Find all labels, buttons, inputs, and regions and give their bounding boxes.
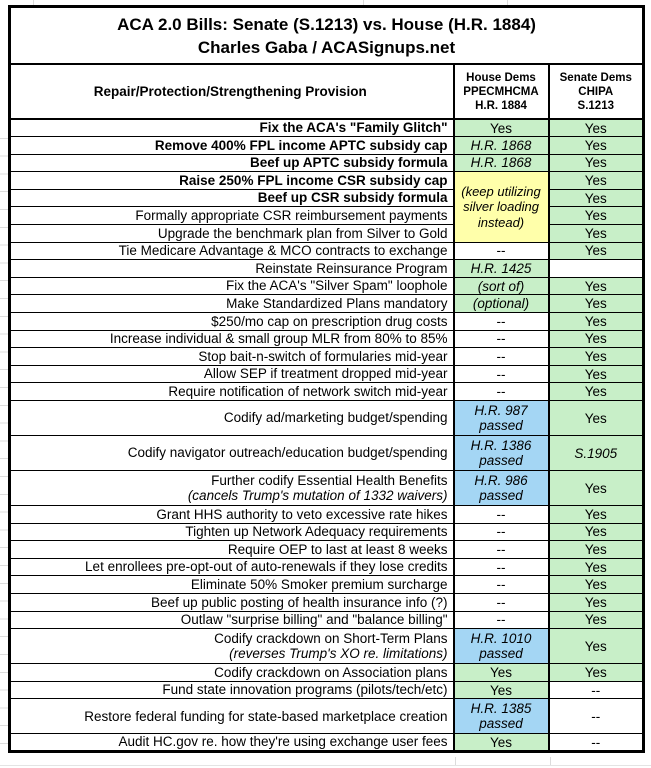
senate-cell: Yes — [549, 313, 644, 331]
bill-status: passed — [479, 453, 523, 468]
provision-line1: Codify crackdown on Short-Term Plans — [214, 630, 448, 646]
provision-cell: Raise 250% FPL income CSR subsidy cap — [10, 172, 454, 190]
senate-cell: Yes — [549, 189, 644, 207]
comparison-table — [8, 5, 645, 753]
senate-cell: Yes — [549, 277, 644, 295]
column-header-senate — [549, 64, 644, 119]
house-cell: -- — [454, 576, 549, 594]
senate-cell: Yes — [549, 506, 644, 524]
house-cell — [454, 401, 549, 436]
senate-cell: Yes — [549, 225, 644, 243]
page-title: ACA 2.0 Bills: Senate (S.1213) vs. House (H.R. 1884) — [117, 14, 536, 34]
provision-cell: Let enrollees pre-opt-out of auto-renewals if they lose credits — [10, 558, 454, 576]
senate-cell: -- — [549, 681, 644, 699]
provision-cell: Make Standardized Plans mandatory — [10, 295, 454, 313]
provision-cell: Fix the ACA's "Silver Spam" loophole — [10, 277, 454, 295]
provision-cell: Increase individual & small group MLR from 80% to 85% — [10, 330, 454, 348]
senate-cell: Yes — [549, 330, 644, 348]
provision-cell — [10, 471, 454, 506]
table-row — [10, 277, 644, 295]
house-cell: (sort of) — [454, 277, 549, 295]
senate-cell: Yes — [549, 172, 644, 190]
bill-status: passed — [479, 716, 523, 732]
bill-number: H.R. 1010 — [470, 631, 532, 647]
senate-header-line: S.1213 — [577, 99, 614, 112]
house-cell: -- — [454, 383, 549, 401]
provision-cell: Formally appropriate CSR reimbursement payments — [10, 207, 454, 225]
house-cell: Yes — [454, 681, 549, 699]
table-row — [10, 681, 644, 699]
senate-cell: Yes — [549, 295, 644, 313]
senate-cell: Yes — [549, 541, 644, 559]
senate-cell: Yes — [549, 154, 644, 172]
table-row — [10, 295, 644, 313]
provision-line1: Further codify Essential Health Benefits — [211, 472, 448, 488]
house-cell-merged: (keep utilizing silver loading instead) — [454, 172, 549, 242]
provision-cell: Codify crackdown on Association plans — [10, 664, 454, 682]
gridline — [0, 121, 8, 758]
provision-cell: Restore federal funding for state-based marketplace creation — [10, 699, 454, 734]
provision-cell — [10, 629, 454, 664]
table-row — [10, 154, 644, 172]
house-cell: Yes — [454, 734, 549, 752]
provision-cell: Require OEP to last at least 8 weeks — [10, 541, 454, 559]
column-header-provision: Repair/Protection/Strengthening Provision — [10, 64, 454, 119]
senate-cell: -- — [549, 734, 644, 752]
provision-cell: Beef up public posting of health insurance info (?) — [10, 593, 454, 611]
table-row — [10, 523, 644, 541]
house-cell: H.R. 1868 — [454, 137, 549, 155]
table-row — [10, 172, 644, 190]
provision-cell: Stop bait-n-switch of formularies mid-year — [10, 348, 454, 366]
house-cell: (optional) — [454, 295, 549, 313]
table-row — [10, 207, 644, 225]
house-header-line: PPECMHCMA — [463, 85, 539, 98]
table-row — [10, 365, 644, 383]
bill-status: passed — [479, 646, 523, 662]
provision-cell: Fix the ACA's "Family Glitch" — [10, 119, 454, 137]
table-row — [10, 506, 644, 524]
senate-cell: -- — [549, 699, 644, 734]
table-row — [10, 313, 644, 331]
provision-cell: Fund state innovation programs (pilots/tech/etc) — [10, 681, 454, 699]
table-row — [10, 629, 644, 664]
table-row — [10, 558, 644, 576]
table-row — [10, 436, 644, 471]
table-row — [10, 383, 644, 401]
table-row — [10, 593, 644, 611]
senate-header-line: Senate Dems — [559, 71, 632, 84]
provision-line2: (reverses Trump's XO re. limitations) — [229, 646, 448, 662]
senate-cell: Yes — [549, 471, 644, 506]
table-row — [10, 225, 644, 243]
house-cell: -- — [454, 242, 549, 260]
senate-cell: Yes — [549, 207, 644, 225]
column-header-house — [454, 64, 549, 119]
senate-cell: Yes — [549, 611, 644, 629]
provision-cell: Eliminate 50% Smoker premium surcharge — [10, 576, 454, 594]
house-cell: Yes — [454, 119, 549, 137]
house-header-line: H.R. 1884 — [475, 99, 527, 112]
house-cell: -- — [454, 365, 549, 383]
house-cell: -- — [454, 593, 549, 611]
senate-cell: Yes — [549, 348, 644, 366]
provision-cell: Grant HHS authority to veto excessive rate hikes — [10, 506, 454, 524]
senate-cell: Yes — [549, 523, 644, 541]
senate-cell: Yes — [549, 558, 644, 576]
provision-cell: Beef up APTC subsidy formula — [10, 154, 454, 172]
table-row — [10, 119, 644, 137]
provision-cell: Codify navigator outreach/education budget/spending — [10, 436, 454, 471]
house-cell: H.R. 1868 — [454, 154, 549, 172]
house-cell: -- — [454, 558, 549, 576]
table-row — [10, 189, 644, 207]
senate-cell: Yes — [549, 119, 644, 137]
bill-number: H.R. 986 — [474, 473, 528, 488]
table-row — [10, 401, 644, 436]
provision-cell: Require notification of network switch mid-year — [10, 383, 454, 401]
bill-number: H.R. 1386 — [470, 438, 532, 453]
house-header-line: House Dems — [466, 71, 536, 84]
table-row — [10, 242, 644, 260]
provision-line2: (cancels Trump's mutation of 1332 waivers) — [187, 488, 448, 503]
table-row — [10, 699, 644, 734]
bill-number: H.R. 1385 — [470, 701, 532, 717]
provision-cell: Remove 400% FPL income APTC subsidy cap — [10, 137, 454, 155]
table-row — [10, 611, 644, 629]
table-row — [10, 734, 644, 752]
senate-cell — [549, 260, 644, 278]
senate-header-line: CHIPA — [578, 85, 614, 98]
header-row — [10, 64, 644, 119]
house-cell: -- — [454, 541, 549, 559]
table-row — [10, 664, 644, 682]
senate-cell: Yes — [549, 593, 644, 611]
page-title-cell — [10, 7, 644, 65]
table-row — [10, 471, 644, 506]
house-cell: -- — [454, 523, 549, 541]
provision-cell: Reinstate Reinsurance Program — [10, 260, 454, 278]
senate-cell: Yes — [549, 629, 644, 664]
senate-cell: Yes — [549, 137, 644, 155]
provision-cell: Audit HC.gov re. how they're using exchange user fees — [10, 734, 454, 752]
provision-cell: Tighten up Network Adequacy requirements — [10, 523, 454, 541]
table-row — [10, 137, 644, 155]
bill-status: passed — [479, 488, 523, 503]
senate-cell: Yes — [549, 365, 644, 383]
senate-cell: Yes — [549, 664, 644, 682]
house-cell — [454, 471, 549, 506]
provision-cell: Outlaw "surprise billing" and "balance billing" — [10, 611, 454, 629]
senate-cell: S.1905 — [549, 436, 644, 471]
provision-cell: Beef up CSR subsidy formula — [10, 189, 454, 207]
gridline — [0, 765, 651, 766]
table-row — [10, 330, 644, 348]
provision-cell: $250/mo cap on prescription drug costs — [10, 313, 454, 331]
table-row — [10, 576, 644, 594]
senate-cell: Yes — [549, 401, 644, 436]
table-row — [10, 541, 644, 559]
bill-status: passed — [479, 418, 523, 433]
spreadsheet-area — [8, 5, 645, 753]
house-cell: H.R. 1425 — [454, 260, 549, 278]
house-cell: -- — [454, 506, 549, 524]
house-cell — [454, 629, 549, 664]
senate-cell: Yes — [549, 576, 644, 594]
house-cell — [454, 436, 549, 471]
provision-cell: Allow SEP if treatment dropped mid-year — [10, 365, 454, 383]
provision-cell: Tie Medicare Advantage & MCO contracts to exchange — [10, 242, 454, 260]
house-cell: -- — [454, 330, 549, 348]
house-cell: -- — [454, 611, 549, 629]
provision-cell: Codify ad/marketing budget/spending — [10, 401, 454, 436]
title-row — [10, 7, 644, 65]
senate-cell: Yes — [549, 242, 644, 260]
bill-number: H.R. 987 — [474, 403, 528, 418]
page-subtitle: Charles Gaba / ACASignups.net — [197, 37, 456, 57]
house-cell — [454, 699, 549, 734]
house-cell: -- — [454, 313, 549, 331]
senate-cell: Yes — [549, 383, 644, 401]
house-cell: -- — [454, 348, 549, 366]
house-cell: Yes — [454, 664, 549, 682]
table-row — [10, 260, 644, 278]
provision-cell: Upgrade the benchmark plan from Silver to Gold — [10, 225, 454, 243]
table-row — [10, 348, 644, 366]
